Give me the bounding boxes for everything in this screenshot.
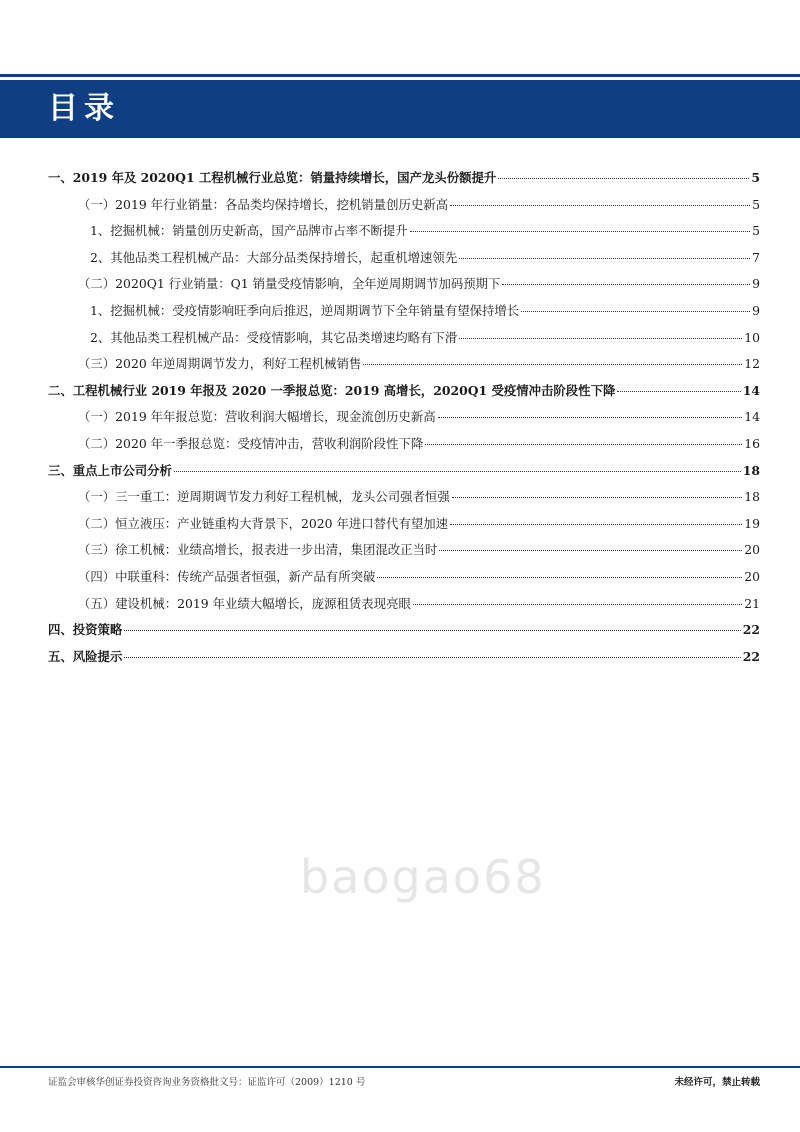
toc-entry-page: 5	[752, 196, 760, 212]
footer-license-note: 证监会审核华创证券投资咨询业务资格批文号：证监许可（2009）1210 号	[48, 1077, 366, 1088]
toc-entry-page: 18	[744, 489, 760, 505]
toc-entry-page: 16	[744, 435, 760, 451]
toc-dot-leader	[452, 497, 743, 498]
page-title: 目录	[48, 91, 120, 126]
table-of-contents	[48, 168, 760, 673]
footer-rule	[0, 1066, 800, 1068]
toc-entry-page: 12	[744, 356, 760, 372]
toc-entry-page: 14	[742, 382, 760, 398]
toc-entry[interactable]	[48, 620, 760, 647]
watermark: baogao68	[300, 850, 546, 904]
toc-entry-label: 四、投资策略	[48, 622, 123, 638]
toc-entry-label: （三）徐工机械：业绩高增长，报表进一步出清，集团混改正当时	[78, 542, 438, 558]
toc-entry[interactable]	[48, 540, 760, 567]
toc-entry[interactable]	[48, 461, 760, 488]
toc-entry[interactable]	[48, 274, 760, 301]
toc-entry[interactable]	[48, 301, 760, 328]
toc-entry-page: 5	[751, 170, 760, 185]
toc-entry-label: 1、挖掘机械：受疫情影响旺季向后推迟，逆周期调节下全年销量有望保持增长	[90, 302, 520, 318]
toc-entry-label: 三、重点上市公司分析	[48, 462, 172, 478]
toc-entry-page: 19	[744, 515, 760, 531]
toc-entry-label: （一）2019 年行业销量：各品类均保持增长，挖机销量创历史新高	[78, 196, 449, 212]
toc-dot-leader	[502, 284, 750, 285]
header-band	[0, 80, 800, 138]
toc-dot-leader	[498, 178, 749, 179]
toc-entry[interactable]	[48, 248, 760, 275]
toc-entry-label: （一）2019 年年报总览：营收利润大幅增长，现金流创历史新高	[78, 409, 436, 425]
toc-entry-page: 18	[742, 462, 760, 478]
toc-entry[interactable]	[48, 354, 760, 381]
toc-entry[interactable]	[48, 434, 760, 461]
toc-entry-page: 22	[742, 648, 760, 664]
toc-dot-leader	[439, 550, 742, 551]
toc-entry-page: 21	[744, 595, 760, 611]
toc-entry-label: 一、2019 年及 2020Q1 工程机械行业总览：销量持续增长，国产龙头份额提升	[48, 170, 497, 185]
toc-dot-leader	[124, 630, 740, 631]
toc-dot-leader	[459, 258, 750, 259]
toc-dot-leader	[174, 471, 741, 472]
toc-entry-label: （五）建设机械：2019 年业绩大幅增长，庞源租赁表现亮眼	[78, 595, 411, 611]
toc-entry-page: 7	[752, 249, 760, 265]
toc-entry-page: 20	[744, 542, 760, 558]
toc-entry-label: （二）2020Q1 行业销量：Q1 销量受疫情影响，全年逆周期调节加码预期下	[78, 276, 501, 292]
toc-entry-page: 22	[742, 622, 760, 638]
toc-dot-leader	[521, 311, 750, 312]
toc-entry[interactable]	[48, 514, 760, 541]
toc-entry[interactable]	[48, 221, 760, 248]
toc-entry-page: 9	[752, 276, 760, 292]
toc-dot-leader	[617, 391, 740, 392]
toc-entry[interactable]	[48, 328, 760, 355]
toc-dot-leader	[438, 417, 743, 418]
toc-entry-label: 1、挖掘机械：销量创历史新高，国产品牌市占率不断提升	[90, 223, 408, 239]
toc-entry-label: 2、其他品类工程机械产品：受疫情影响，其它品类增速均略有下滑	[90, 329, 458, 345]
toc-entry[interactable]	[48, 487, 760, 514]
toc-entry-page: 9	[752, 302, 760, 318]
toc-entry[interactable]	[48, 381, 760, 408]
toc-entry[interactable]	[48, 594, 760, 621]
footer-copyright-note: 未经许可，禁止转载	[674, 1077, 760, 1088]
toc-dot-leader	[450, 524, 742, 525]
toc-entry-label: （二）恒立液压：产业链重构大背景下，2020 年进口替代有望加速	[78, 515, 449, 531]
toc-entry[interactable]	[48, 195, 760, 222]
toc-entry-page: 10	[744, 329, 760, 345]
toc-entry-page: 20	[744, 568, 760, 584]
toc-entry[interactable]	[48, 168, 760, 195]
toc-dot-leader	[450, 205, 750, 206]
toc-entry[interactable]	[48, 407, 760, 434]
toc-entry-label: （四）中联重科：传统产品强者恒强，新产品有所突破	[78, 568, 376, 584]
toc-entry-label: 二、工程机械行业 2019 年报及 2020 一季报总览：2019 高增长，2020Q1 受疫情冲击阶段性下降	[48, 382, 616, 398]
toc-entry-label: 五、风险提示	[48, 648, 123, 664]
toc-dot-leader	[425, 444, 742, 445]
toc-dot-leader	[363, 364, 742, 365]
toc-dot-leader	[377, 577, 742, 578]
toc-dot-leader	[459, 338, 742, 339]
toc-entry[interactable]	[48, 647, 760, 674]
toc-entry-label: （一）三一重工：逆周期调节发力利好工程机械，龙头公司强者恒强	[78, 489, 450, 505]
toc-entry-label: （二）2020 年一季报总览：受疫情冲击，营收利润阶段性下降	[78, 435, 424, 451]
toc-entry-label: （三）2020 年逆周期调节发力，利好工程机械销售	[78, 356, 362, 372]
toc-entry[interactable]	[48, 567, 760, 594]
top-rule	[0, 74, 800, 77]
toc-dot-leader	[124, 657, 740, 658]
toc-entry-label: 2、其他品类工程机械产品：大部分品类保持增长，起重机增速领先	[90, 249, 458, 265]
toc-dot-leader	[410, 231, 750, 232]
toc-entry-page: 14	[744, 409, 760, 425]
toc-entry-page: 5	[752, 223, 760, 239]
toc-dot-leader	[413, 604, 742, 605]
